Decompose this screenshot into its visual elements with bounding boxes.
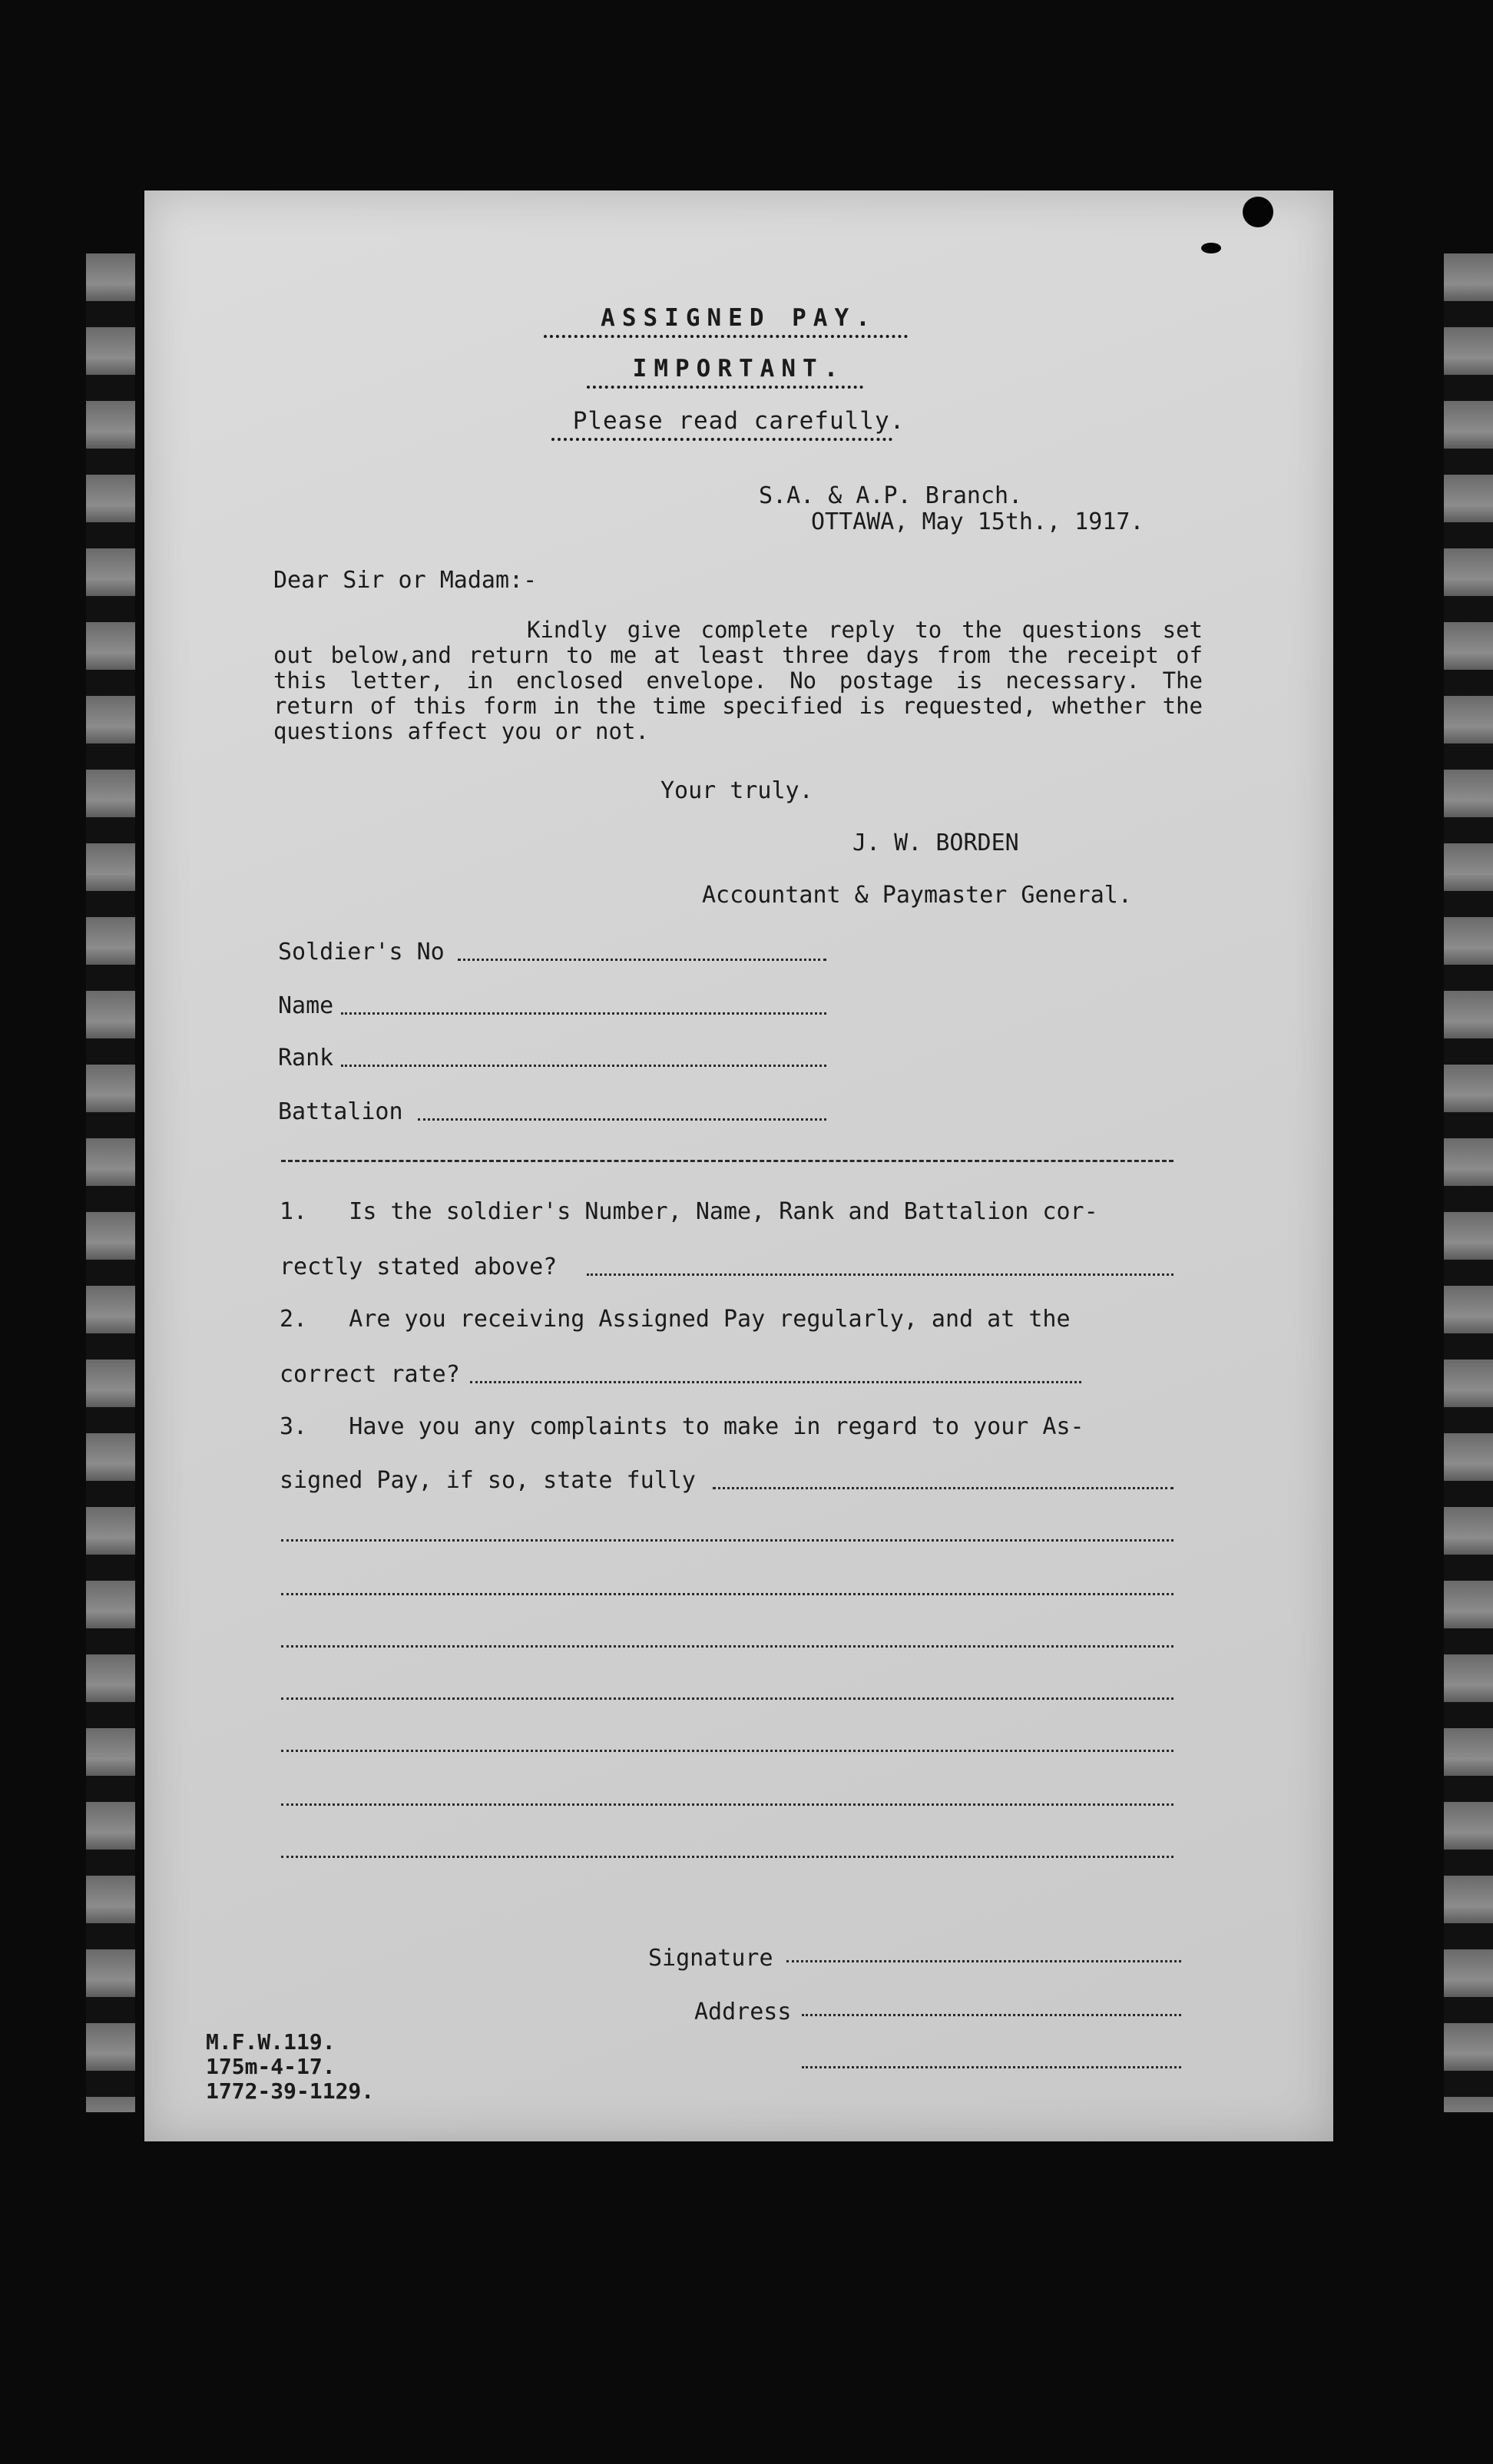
signer-name: J. W. BORDEN	[852, 830, 1019, 856]
address-line-2[interactable]	[802, 2066, 1181, 2068]
please-read-underline	[551, 438, 892, 441]
question-1-line-1: 1. Is the soldier's Number, Name, Rank and Battalion cor-	[280, 1198, 1098, 1225]
question-1-line-2: rectly stated above?	[280, 1254, 558, 1280]
title-underline	[544, 335, 908, 338]
branch-line: S.A. & A.P. Branch.	[759, 482, 1023, 509]
complaint-line[interactable]	[281, 1539, 1174, 1542]
ink-mark	[1201, 243, 1221, 253]
rank-label: Rank	[278, 1045, 334, 1071]
signature-label: Signature	[648, 1945, 773, 1972]
complaint-line[interactable]	[281, 1593, 1174, 1595]
film-strip-right	[1444, 253, 1493, 2112]
name-label: Name	[278, 992, 334, 1019]
address-label: Address	[694, 1999, 792, 2025]
battalion-label: Battalion	[278, 1098, 403, 1125]
film-strip-left	[86, 253, 135, 2112]
complaint-line[interactable]	[281, 1645, 1174, 1648]
salutation: Dear Sir or Madam:-	[273, 567, 538, 594]
question-2-line-2: correct rate?	[280, 1361, 460, 1388]
complaint-line[interactable]	[281, 1803, 1174, 1806]
document-page	[144, 190, 1333, 2141]
title-assigned-pay: ASSIGNED PAY.	[601, 304, 877, 332]
question-2-line-1: 2. Are you receiving Assigned Pay regularly, and at the	[280, 1306, 1071, 1333]
question-3-line-1: 3. Have you any complaints to make in regard to your As-	[280, 1413, 1084, 1440]
complaint-line[interactable]	[281, 1697, 1174, 1700]
body-paragraph	[273, 618, 1203, 744]
soldier-no-line[interactable]	[458, 959, 826, 961]
body-text: Kindly give complete reply to the questions set out below,and return to me at least three days from the receipt of this letter, in enclosed envelope. No postage is necessary. The return of this form in the time specified is requested, whether the questions affect you or not.	[273, 617, 1203, 744]
question-3-line-2: signed Pay, if so, state fully	[280, 1467, 696, 1494]
battalion-line[interactable]	[418, 1118, 826, 1121]
form-code-1: M.F.W.119.	[206, 2029, 336, 2055]
signer-title: Accountant & Paymaster General.	[702, 882, 1132, 909]
form-code-3: 1772-39-1129.	[206, 2078, 375, 2104]
question-1-answer-line[interactable]	[587, 1273, 1174, 1276]
important-underline	[587, 386, 863, 389]
complaint-line[interactable]	[281, 1750, 1174, 1752]
place-date-line: OTTAWA, May 15th., 1917.	[811, 508, 1144, 535]
section-separator	[281, 1160, 1174, 1162]
please-read-carefully: Please read carefully.	[572, 407, 905, 435]
rank-line[interactable]	[341, 1065, 826, 1067]
closing: Your truly.	[660, 777, 813, 804]
signature-line[interactable]	[786, 1960, 1181, 1962]
soldier-no-label: Soldier's No	[278, 939, 445, 965]
form-code-2: 175m-4-17.	[206, 2054, 336, 2079]
complaint-line[interactable]	[281, 1856, 1174, 1858]
question-3-answer-line[interactable]	[713, 1487, 1174, 1489]
question-2-answer-line[interactable]	[470, 1381, 1081, 1383]
ink-blot	[1243, 197, 1273, 227]
name-line[interactable]	[341, 1012, 826, 1015]
address-line[interactable]	[802, 2014, 1181, 2016]
heading-important: IMPORTANT.	[632, 355, 846, 383]
